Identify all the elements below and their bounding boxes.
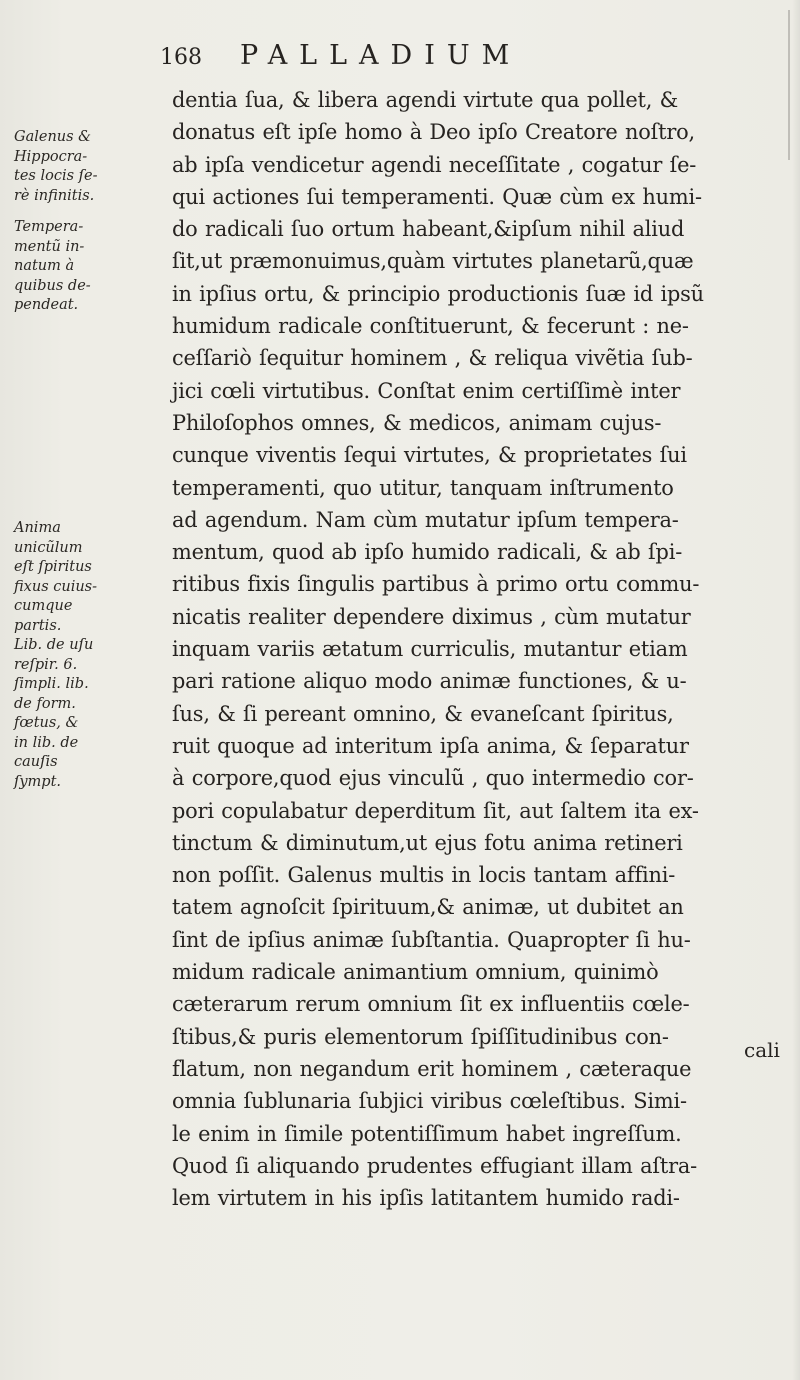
margin-note-line: partis. bbox=[14, 617, 62, 634]
margin-note-temperamentum bbox=[14, 218, 164, 316]
text-line: le enim in ſimile potentiſſimum habet ingreſſum. bbox=[172, 1121, 682, 1146]
text-line: cunque viventis ſequi virtutes, & proprietates ſui bbox=[172, 443, 687, 468]
text-line: lem virtutem in his ipſis latitantem humido radi- bbox=[172, 1186, 680, 1211]
text-line: ceſſariò ſequitur hominem , & reliqua vivẽtia ſub- bbox=[172, 346, 693, 371]
margin-note-galenus bbox=[14, 128, 164, 206]
text-line: qui actiones ſui temperamenti. Quæ cùm ex humi- bbox=[172, 184, 702, 209]
text-line: ruit quoque ad interitum ipſa anima, & ſeparatur bbox=[172, 733, 689, 758]
text-line: dentia ſua, & libera agendi virtute qua pollet, & bbox=[172, 88, 679, 112]
text-line: jici cœli virtutibus. Conſtat enim certiſſimè inter bbox=[172, 378, 681, 403]
text-line: mentum, quod ab ipſo humido radicali, & ab ſpi- bbox=[172, 540, 683, 565]
margin-note-line: Anima bbox=[14, 520, 61, 536]
margin-note-line: de form. bbox=[14, 695, 76, 712]
text-line: ſus, & ſi pereant omnino, & evaneſcant ſpiritus, bbox=[172, 701, 674, 726]
text-line: Philoſophos omnes, & medicos, animam cujus- bbox=[172, 410, 662, 435]
margin-note-line: Hippocra- bbox=[14, 148, 88, 165]
margin-note-line: Tempera- bbox=[14, 219, 84, 235]
text-line: ſit,ut præmonuimus,quàm virtutes planetarũ,quæ bbox=[172, 249, 694, 274]
margin-note-line: mentũ in- bbox=[14, 238, 85, 255]
margin-note-line: Galenus & bbox=[14, 129, 92, 145]
margin-note-line: quibus de- bbox=[14, 277, 91, 294]
margin-note-line: eſt ſpiritus bbox=[14, 559, 92, 575]
margin-note-line: cauſis bbox=[14, 754, 58, 770]
text-line: temperamenti, quo utitur, tanquam inſtrumento bbox=[172, 475, 674, 500]
text-line: do radicali ſuo ortum habeant,&ipſum nihil aliud bbox=[172, 217, 685, 242]
margin-note-line: fixus cuius- bbox=[14, 578, 98, 595]
text-line: nicatis realiter dependere diximus , cùm mutatur bbox=[172, 604, 691, 629]
text-line: inquam variis ætatum curriculis, mutantur etiam bbox=[172, 637, 688, 662]
margin-note-line: pendeat. bbox=[14, 297, 79, 313]
page-header bbox=[160, 40, 521, 80]
text-line: ſtibus,& puris elementorum ſpiſſitudinibus con- bbox=[172, 1024, 669, 1049]
text-line: humidum radicale conſtituerunt, & fecerunt : ne- bbox=[172, 314, 689, 339]
text-line: ſint de ipſius animæ ſubſtantia. Quapropter ſi hu- bbox=[172, 927, 691, 952]
margin-note-line: tes locis ſe- bbox=[14, 168, 98, 184]
page-edge-shadow bbox=[792, 0, 800, 1380]
margin-note-line: reſpir. 6. bbox=[14, 656, 78, 673]
text-line: in ipſius ortu, & principio productionis ſuæ id ipsũ bbox=[172, 281, 704, 306]
text-line: donatus eſt ipſe homo à Deo ipſo Creatore noſtro, bbox=[172, 120, 695, 145]
binding-mark bbox=[788, 10, 790, 160]
text-line: flatum, non negandum erit hominem , cæteraque bbox=[172, 1056, 692, 1081]
text-line: ab ipſa vendicetur agendi neceſſitate , cogatur ſe- bbox=[172, 152, 697, 177]
margin-note-line: Lib. de uſu bbox=[14, 637, 94, 653]
margin-note-line: fœtus, & bbox=[14, 715, 79, 731]
main-text-block bbox=[172, 84, 787, 1214]
text-line: tinctum & diminutum,ut ejus fotu anima retineri bbox=[172, 830, 683, 855]
margin-note-line: natum à bbox=[14, 258, 75, 274]
text-line: Quod ſi aliquando prudentes effugiant illam aſtra- bbox=[172, 1153, 697, 1178]
margin-note-line: cumque bbox=[14, 598, 73, 614]
margin-note-line: in lib. de bbox=[14, 734, 79, 751]
margin-note-line: ſimpli. lib. bbox=[14, 676, 89, 692]
text-line: non poſſit. Galenus multis in locis tantam affini- bbox=[172, 863, 676, 888]
text-line: ad agendum. Nam cùm mutatur ipſum tempera- bbox=[172, 507, 679, 532]
text-line: pori copulabatur deperditum ſit, aut ſaltem ita ex- bbox=[172, 798, 699, 823]
margin-note-line: unicũlum bbox=[14, 539, 83, 556]
text-line: ritibus fixis ſingulis partibus à primo ortu commu- bbox=[172, 572, 700, 597]
text-line: à corpore,quod ejus vinculũ , quo intermedio cor- bbox=[172, 766, 694, 791]
text-line: tatem agnoſcit ſpirituum,& animæ, ut dubitet an bbox=[172, 895, 684, 920]
text-line: pari ratione aliquo modo animæ functiones, & u- bbox=[172, 669, 687, 694]
text-line: omnia ſublunaria ſubjici viribus cœleſtibus. Simi- bbox=[172, 1089, 687, 1114]
page-number: 168 bbox=[160, 45, 202, 70]
text-line: midum radicale animantium omnium, quinimò bbox=[172, 960, 659, 985]
running-head: PALLADIUM bbox=[240, 40, 522, 71]
text-line: cæterarum rerum omnium ſit ex influentiis cœle- bbox=[172, 992, 690, 1017]
margin-note-anima bbox=[14, 519, 164, 792]
catchword: cali bbox=[744, 1038, 780, 1062]
margin-note-line: rè infinitis. bbox=[14, 187, 95, 204]
margin-note-line: ſympt. bbox=[14, 773, 62, 790]
